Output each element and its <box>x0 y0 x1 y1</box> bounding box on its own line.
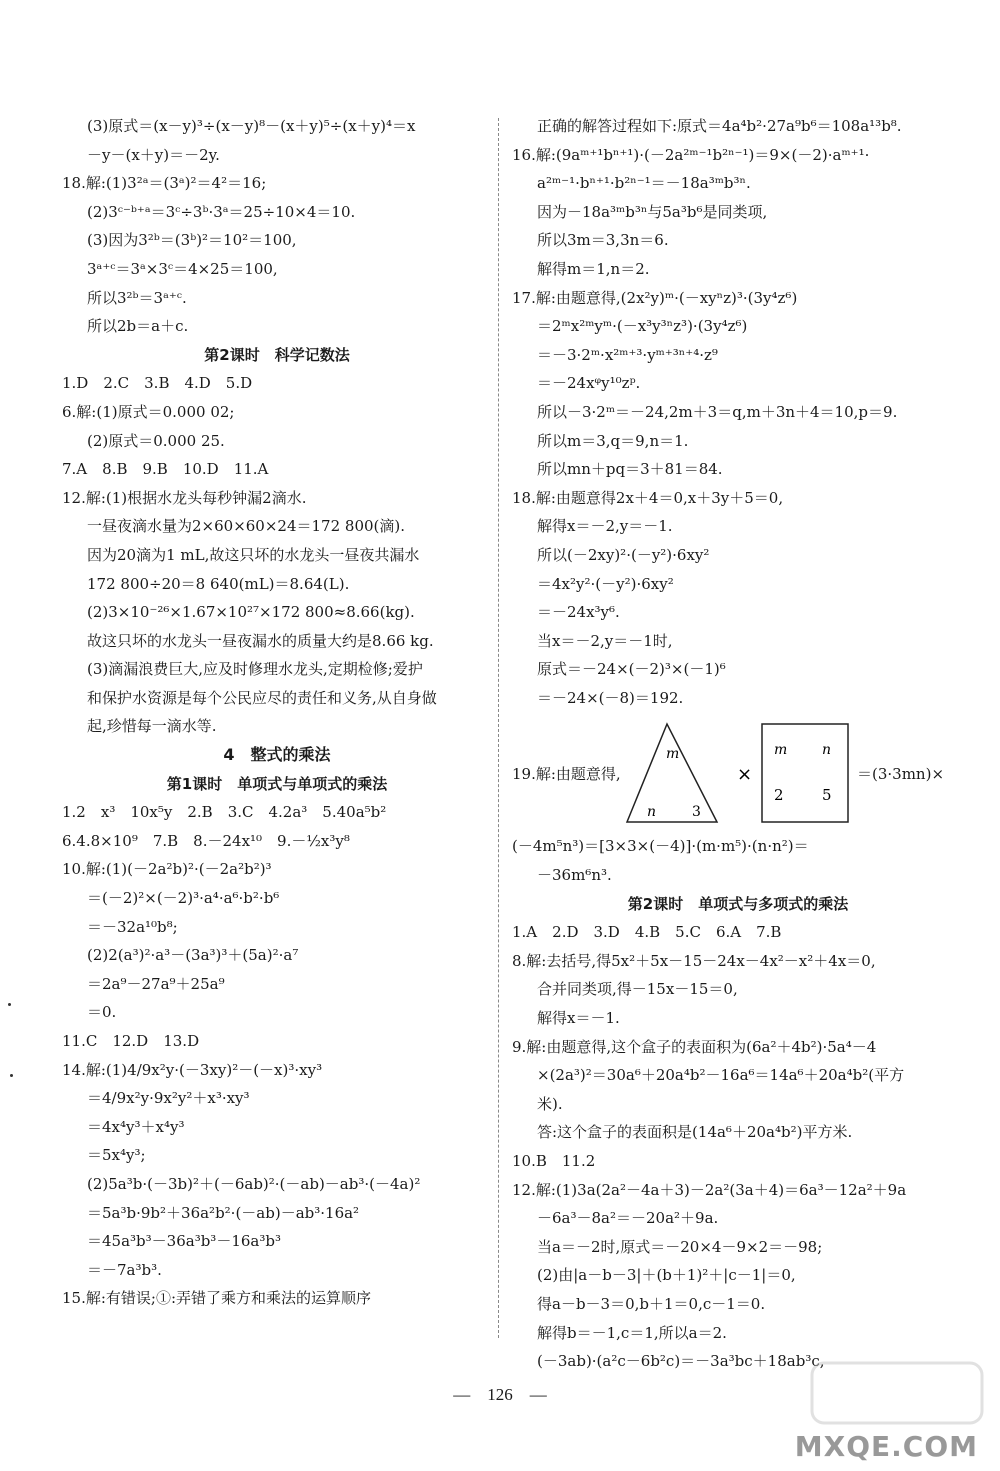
text-line: 1.A 2.D 3.D 4.B 5.C 6.A 7.B <box>512 923 782 942</box>
triangle-top-label: m <box>666 746 680 763</box>
text-line: 因为－18a³ᵐb³ⁿ与5a³b⁶是同类项, <box>537 202 768 221</box>
section-heading: 第2课时 单项式与多项式的乘法 <box>627 894 849 913</box>
section-heading: 第2课时 科学记数法 <box>204 345 350 364</box>
text-line: 所以－3·2ᵐ＝－24,2m＋3＝q,m＋3n＋4＝10,p＝9. <box>537 402 898 421</box>
text-line: 所以m＝3,q＝9,n＝1. <box>537 431 689 450</box>
text-line: 18.解:由题意得2x＋4＝0,x＋3y＋5＝0, <box>512 488 784 507</box>
text-line: ＝(－2)²×(－2)³·a⁴·a⁶·b²·b⁶ <box>87 889 280 908</box>
text-line: 一昼夜滴水量为2×60×60×24＝172 800(滴). <box>87 517 406 536</box>
right-column <box>512 112 964 1376</box>
text-line: ＝5x⁴y³; <box>87 1146 146 1165</box>
text-line: 答:这个盒子的表面积是(14a⁶＋20a⁴b²)平方米. <box>537 1123 853 1142</box>
text-line: (2)3ᶜ⁻ᵇ⁺ᵃ＝3ᶜ÷3ᵇ·3ᵃ＝25÷10×4＝10. <box>87 202 356 221</box>
text-line: 15.解:有错误;①:弄错了乘方和乘法的运算顺序 <box>62 1289 372 1308</box>
text-line: －36m⁶n³. <box>537 866 612 885</box>
square-shape <box>762 724 848 822</box>
figure-result: ＝(3·3mn)× <box>857 765 945 784</box>
text-line: ＝0. <box>87 1003 117 1022</box>
text-line: 解得x＝－1. <box>537 1009 620 1028</box>
times-sign: × <box>737 764 753 786</box>
text-line: 当a＝－2时,原式＝－20×4－9×2＝－98; <box>537 1237 823 1256</box>
square-tl-label: m <box>774 742 788 759</box>
page-number: — 126 — <box>453 1385 547 1404</box>
text-line: 1.2 x³ 10x⁵y 2.B 3.C 4.2a³ 5.40a⁵b² <box>62 803 387 822</box>
problem-19-figure <box>512 712 964 832</box>
text-line: ＝4/9x²y·9x²y²＋x³·xy³ <box>87 1089 250 1108</box>
watermark-text: MXQE.COM <box>794 1430 978 1463</box>
text-line: 所以2b＝a＋c. <box>87 317 189 336</box>
text-line: 10.B 11.2 <box>512 1152 596 1170</box>
text-line: 原式＝－24×(－2)³×(－1)⁶ <box>537 660 726 679</box>
section-heading: 第1课时 单项式与单项式的乘法 <box>166 774 388 793</box>
text-line: ＝4x²y²·(－y²)·6xy² <box>537 574 674 593</box>
text-line: 正确的解答过程如下:原式＝4a⁴b²·27a⁹b⁶＝108a¹³b⁸. <box>537 117 902 135</box>
text-line: 得a－b－3＝0,b＋1＝0,c－1＝0. <box>537 1294 766 1313</box>
text-line: 所以(－2xy)²·(－y²)·6xy² <box>537 545 710 564</box>
text-line: 解得x＝－2,y＝－1. <box>537 517 673 536</box>
text-line: 1.D 2.C 3.B 4.D 5.D <box>62 374 253 393</box>
text-line: 14.解:(1)4/9x²y·(－3xy)²－(－x)³·xy³ <box>62 1060 323 1079</box>
text-line: 17.解:由题意得,(2x²y)ᵐ·(－xyⁿz)³·(3y⁴z⁶) <box>512 288 798 307</box>
square-bl-label: 2 <box>774 786 784 805</box>
text-line: (2)3×10⁻²⁶×1.67×10²⁷×172 800≈8.66(kg). <box>87 603 415 622</box>
text-line: ＝－24xᵠy¹⁰zᵖ. <box>537 374 641 393</box>
text-line: 18.解:(1)3²ᵃ＝(3ᵃ)²＝4²＝16; <box>62 174 267 193</box>
square-tr-label: n <box>822 742 832 759</box>
text-line: (3)因为3²ᵇ＝(3ᵇ)²＝10²＝100, <box>87 231 297 250</box>
text-line: ＝5a³b·9b²＋36a²b²·(－ab)－ab³·16a² <box>87 1203 360 1222</box>
text-line: 合并同类项,得－15x－15＝0, <box>537 980 738 999</box>
margin-dot <box>10 1074 13 1077</box>
text-line: (3)原式＝(x－y)³÷(x－y)⁸－(x＋y)⁵÷(x＋y)⁴＝x <box>87 117 416 135</box>
text-line: ＝－32a¹⁰b⁸; <box>87 917 178 936</box>
text-line: (3)滴漏浪费巨大,应及时修理水龙头,定期检修;爱护 <box>87 660 423 679</box>
left-column <box>62 112 492 1313</box>
text-line: (2)由|a－b－3|＋(b＋1)²＋|c－1|＝0, <box>537 1266 796 1285</box>
text-line: (2)原式＝0.000 25. <box>87 431 225 450</box>
text-line: (2)5a³b·(－3b)²＋(－6ab)²·(－ab)－ab³·(－4a)² <box>87 1174 421 1193</box>
text-line: ＝4x⁴y³＋x⁴y³ <box>87 1117 185 1136</box>
text-line: 7.A 8.B 9.B 10.D 11.A <box>62 460 269 479</box>
text-line: －y－(x＋y)＝－2y. <box>87 145 220 164</box>
text-line: 6.4.8×10⁹ 7.B 8.－24x¹⁰ 9.－½x³y⁸ <box>62 831 350 850</box>
text-line: 所以mn＋pq＝3＋81＝84. <box>537 460 723 479</box>
text-line: ×(2a³)²＝30a⁶＋20a⁴b²－16a⁶＝14a⁶＋20a⁴b²(平方 <box>537 1066 905 1085</box>
text-line: －6a³－8a²＝－20a²＋9a. <box>537 1209 719 1228</box>
triangle-right-label: 3 <box>692 804 701 821</box>
text-line: 9.解:由题意得,这个盒子的表面积为(6a²＋4b²)·5a⁴－4 <box>512 1037 877 1056</box>
text-line: a²ᵐ⁻¹·bⁿ⁺¹·b²ⁿ⁻¹＝－18a³ᵐb³ⁿ. <box>537 174 751 193</box>
text-line: 解得b＝－1,c＝1,所以a＝2. <box>537 1323 727 1342</box>
text-line: ＝－7a³b³. <box>87 1260 162 1279</box>
text-line: ＝2a⁹－27a⁹＋25a⁹ <box>87 974 225 993</box>
figure-prefix: 19.解:由题意得, <box>512 765 621 784</box>
text-line: (2)2(a³)²·a³－(3a³)³＋(5a)²·a⁷ <box>87 946 299 965</box>
text-line: 起,珍惜每一滴水等. <box>87 717 217 736</box>
text-line: 10.解:(1)(－2a²b)²·(－2a²b²)³ <box>62 860 272 879</box>
text-line: 12.解:(1)3a(2a²－4a＋3)－2a²(3a＋4)＝6a³－12a²＋9a <box>512 1180 907 1199</box>
text-line: (－3ab)·(a²c－6b²c)＝－3a³bc＋18ab³c, <box>537 1352 825 1371</box>
text-line: 故这只坏的水龙头一昼夜漏水的质量大约是8.66 kg. <box>87 631 434 650</box>
text-line: 米). <box>537 1094 563 1113</box>
text-line: ＝－3·2ᵐ·x²ᵐ⁺³·yᵐ⁺³ⁿ⁺⁴·z⁹ <box>537 345 718 364</box>
text-line: ＝－24×(－8)＝192. <box>537 688 684 707</box>
text-line: 16.解:(9aᵐ⁺¹bⁿ⁺¹)·(－2a²ᵐ⁻¹b²ⁿ⁻¹)＝9×(－2)·aᵐ⁺¹· <box>512 145 870 164</box>
text-line: ＝2ᵐx²ᵐyᵐ·(－x³y³ⁿz³)·(3y⁴z⁶) <box>537 317 748 336</box>
text-line: 解得m＝1,n＝2. <box>537 259 650 278</box>
text-line: 172 800÷20＝8 640(mL)＝8.64(L). <box>87 574 350 593</box>
text-line: (－4m⁵n³)＝[3×3×(－4)]·(m·m⁵)·(n·n²)＝ <box>512 837 809 856</box>
column-divider <box>498 118 499 1338</box>
text-line: 11.C 12.D 13.D <box>62 1032 200 1050</box>
text-line: 当x＝－2,y＝－1时, <box>537 631 673 650</box>
text-line: ＝－24x³y⁶. <box>537 603 620 622</box>
text-line: 和保护水资源是每个公民应尽的责任和义务,从自身做 <box>87 688 437 707</box>
text-line: 所以3²ᵇ＝3ᵃ⁺ᶜ. <box>87 288 187 307</box>
margin-dot <box>8 1003 11 1006</box>
text-line: 6.解:(1)原式＝0.000 02; <box>62 402 235 421</box>
text-line: 因为20滴为1 mL,故这只坏的水龙头一昼夜共漏水 <box>87 545 420 564</box>
square-br-label: 5 <box>822 786 832 805</box>
text-line: 3ᵃ⁺ᶜ＝3ᵃ×3ᶜ＝4×25＝100, <box>87 259 278 278</box>
triangle-left-label: n <box>647 804 657 821</box>
section-heading: 4 整式的乘法 <box>223 745 331 765</box>
triangle-shape <box>627 724 717 822</box>
text-line: 8.解:去括号,得5x²＋5x－15－24x－4x²－x²＋4x＝0, <box>512 951 876 970</box>
text-line: 所以3m＝3,3n＝6. <box>537 231 669 250</box>
text-line: ＝45a³b³－36a³b³－16a³b³ <box>87 1232 281 1251</box>
text-line: 12.解:(1)根据水龙头每秒钟漏2滴水. <box>62 488 307 507</box>
